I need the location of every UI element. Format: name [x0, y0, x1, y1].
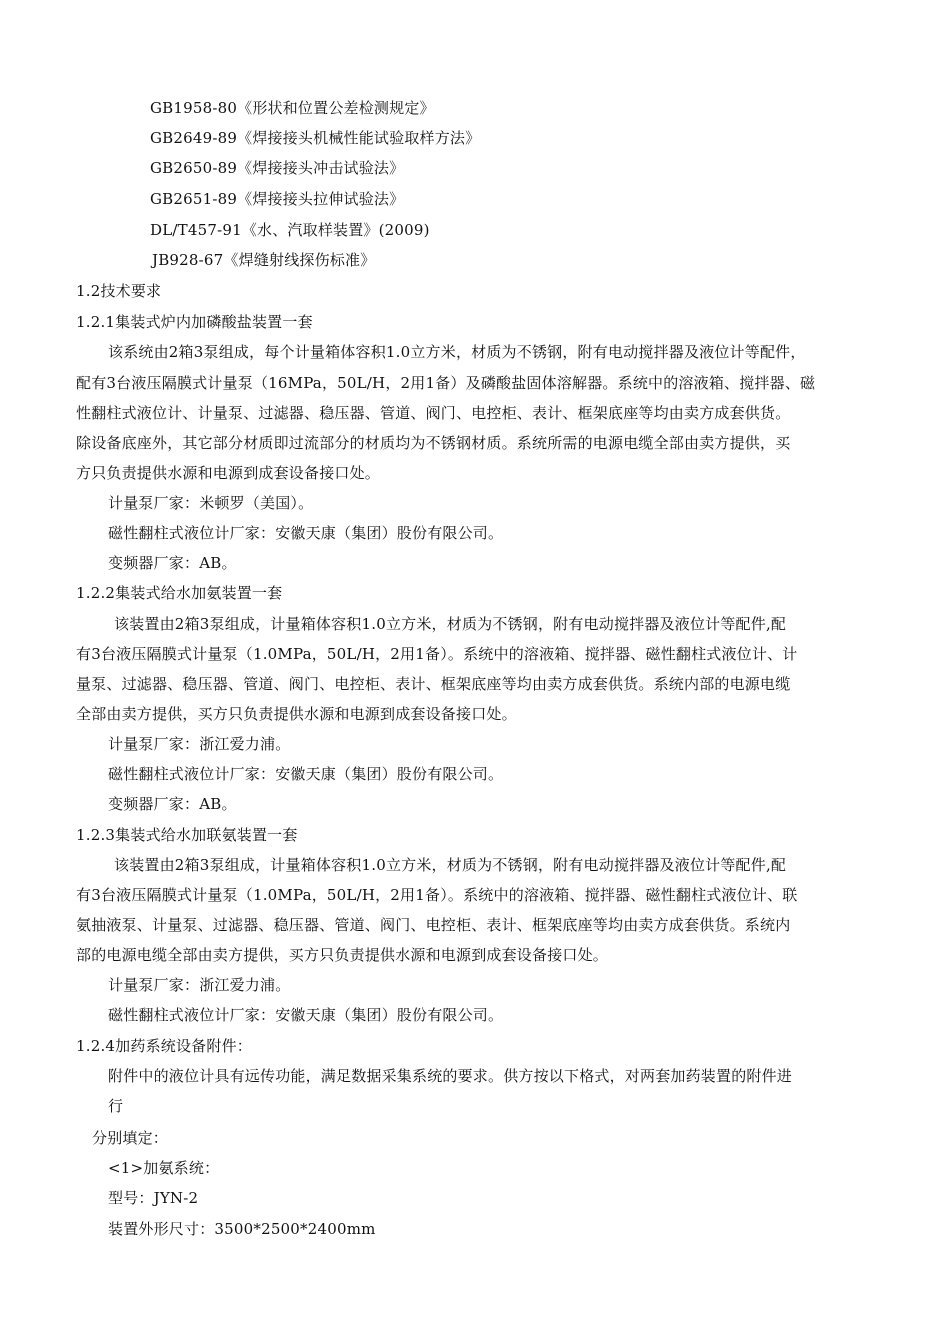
standard-item: GB2651-89《焊接接头拉伸试验法》 [150, 190, 405, 208]
vendor-line: 计量泵厂家：米顿罗（美国）。 [108, 494, 314, 512]
paragraph-line: 除设备底座外，其它部分材质即过流部分的材质均为不锈钢材质。系统所需的电源电缆全部由卖方提供，买 [76, 434, 791, 452]
list-item: <1>加氨系统： [108, 1159, 220, 1177]
standard-item: GB2649-89《焊接接头机械性能试验取样方法》 [150, 129, 481, 147]
standard-item: GB1958-80《形状和位置公差检测规定》 [150, 99, 435, 117]
paragraph-line: 量泵、过滤器、稳压器、管道、阀门、电控柜、表计、框架底座等均由卖方成套供货。系统内部的电源电缆 [76, 675, 791, 693]
paragraph-line: 配有3台液压隔膜式计量泵（16MPa，50L/H，2用1备）及磷酸盐固体溶解器。系统中的溶液箱、搅拌器、磁 [76, 374, 816, 392]
paragraph-line: 该系统由2箱3泵组成，每个计量箱体容积1.0立方米，材质为不锈钢，附有电动搅拌器及液位计等配件， [108, 343, 806, 361]
paragraph-line: 氨抽液泵、计量泵、过滤器、稳压器、管道、阀门、电控柜、表计、框架底座等均由卖方成套供货。系统内 [76, 916, 791, 934]
vendor-line: 变频器厂家：AB。 [108, 554, 237, 572]
paragraph-line: 分别填定： [92, 1129, 169, 1147]
subsection-heading: 1.2.3集装式给水加联氨装置一套 [76, 826, 298, 844]
spec-line: 装置外形尺寸：3500*2500*2400mm [108, 1220, 376, 1238]
paragraph-line: 附件中的液位计具有远传功能，满足数据采集系统的要求。供方按以下格式，对两套加药装置的附件进 [108, 1067, 793, 1085]
paragraph-line: 该装置由2箱3泵组成，计量箱体容积1.0立方米，材质为不锈钢，附有电动搅拌器及液位计等配件,配 [114, 615, 787, 633]
paragraph-line: 有3台液压隔膜式计量泵（1.0MPa，50L/H，2用1备）。系统中的溶液箱、搅拌器、磁性翻柱式液位计、计 [76, 645, 798, 663]
section-heading: 1.2技术要求 [76, 282, 162, 300]
spec-line: 型号：JYN-2 [108, 1189, 199, 1207]
vendor-line: 变频器厂家：AB。 [108, 795, 237, 813]
standard-item: GB2650-89《焊接接头冲击试验法》 [150, 159, 405, 177]
subsection-heading: 1.2.4加药系统设备附件： [76, 1037, 252, 1055]
paragraph-line: 部的电源电缆全部由卖方提供，买方只负责提供水源和电源到成套设备接口处。 [76, 946, 609, 964]
paragraph-line: 全部由卖方提供，买方只负责提供水源和电源到成套设备接口处。 [76, 705, 517, 723]
standard-item: JB928-67《焊缝射线探伤标准》 [152, 251, 376, 269]
subsection-heading: 1.2.2集装式给水加氨装置一套 [76, 584, 283, 602]
vendor-line: 计量泵厂家：浙江爱力浦。 [108, 976, 291, 994]
standard-item: DL/T457-91《水、汽取样装置》(2009) [150, 221, 430, 239]
vendor-line: 磁性翻柱式液位计厂家：安徽天康（集团）股份有限公司。 [108, 1006, 504, 1024]
paragraph-line: 性翻柱式液位计、计量泵、过滤器、稳压器、管道、阀门、电控柜、表计、框架底座等均由卖方成套供货。 [76, 404, 791, 422]
paragraph-line: 方只负责提供水源和电源到成套设备接口处。 [76, 464, 381, 482]
vendor-line: 磁性翻柱式液位计厂家：安徽天康（集团）股份有限公司。 [108, 765, 504, 783]
paragraph-line: 行 [108, 1097, 124, 1115]
paragraph-line: 有3台液压隔膜式计量泵（1.0MPa，50L/H，2用1备）。系统中的溶液箱、搅拌器、磁性翻柱式液位计、联 [76, 886, 798, 904]
paragraph-line: 该装置由2箱3泵组成，计量箱体容积1.0立方米，材质为不锈钢，附有电动搅拌器及液位计等配件,配 [114, 856, 787, 874]
vendor-line: 计量泵厂家：浙江爱力浦。 [108, 735, 291, 753]
vendor-line: 磁性翻柱式液位计厂家：安徽天康（集团）股份有限公司。 [108, 524, 504, 542]
subsection-heading: 1.2.1集装式炉内加磷酸盐装置一套 [76, 313, 313, 331]
